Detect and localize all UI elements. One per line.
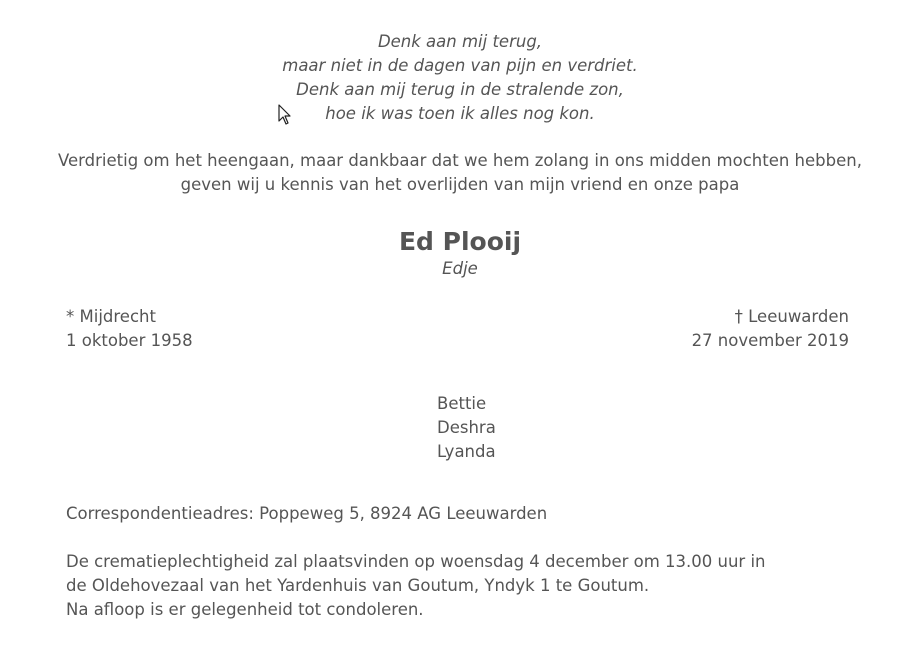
birth-place: * Mijdrecht [66,307,156,326]
mouse-cursor-icon [278,104,292,126]
family-member: Bettie [437,394,487,413]
family-member: Deshra [437,418,496,437]
family-member: Lyanda [437,442,496,461]
deceased-nickname: Edje [442,259,478,278]
death-place: † Leeuwarden [734,307,849,326]
poem-line: maar niet in de dagen van pijn en verdriet. [282,56,638,75]
death-info [692,305,849,353]
poem-line: Denk aan mij terug in de stralende zon, [296,80,624,99]
ceremony-info [66,550,766,622]
poem [0,30,912,126]
family-list [437,392,496,464]
death-date: 27 november 2019 [691,331,849,350]
birth-date: 1 oktober 1958 [66,331,193,350]
correspondence-address: Correspondentieadres: Poppeweg 5, 8924 AG Leeuwarden [66,504,548,523]
ceremony-line: De crematieplechtigheid zal plaatsvinden op woensdag 4 december om 13.00 uur in [66,552,766,571]
announcement-line: Verdrietig om het heengaan, maar dankbaar dat we hem zolang in ons midden mochten hebben, [58,151,862,170]
announcement [0,149,912,197]
poem-line: Denk aan mij terug, [377,32,543,51]
announcement-line: geven wij u kennis van het overlijden van mijn vriend en onze papa [180,175,740,194]
ceremony-line: Na afloop is er gelegenheid tot condoleren. [66,600,424,619]
poem-line: hoe ik was toen ik alles nog kon. [325,104,595,123]
ceremony-line: de Oldehovezaal van het Yardenhuis van Goutum, Yndyk 1 te Goutum. [66,576,650,595]
birth-info [66,305,193,353]
deceased-name: Ed Plooij [398,227,522,256]
